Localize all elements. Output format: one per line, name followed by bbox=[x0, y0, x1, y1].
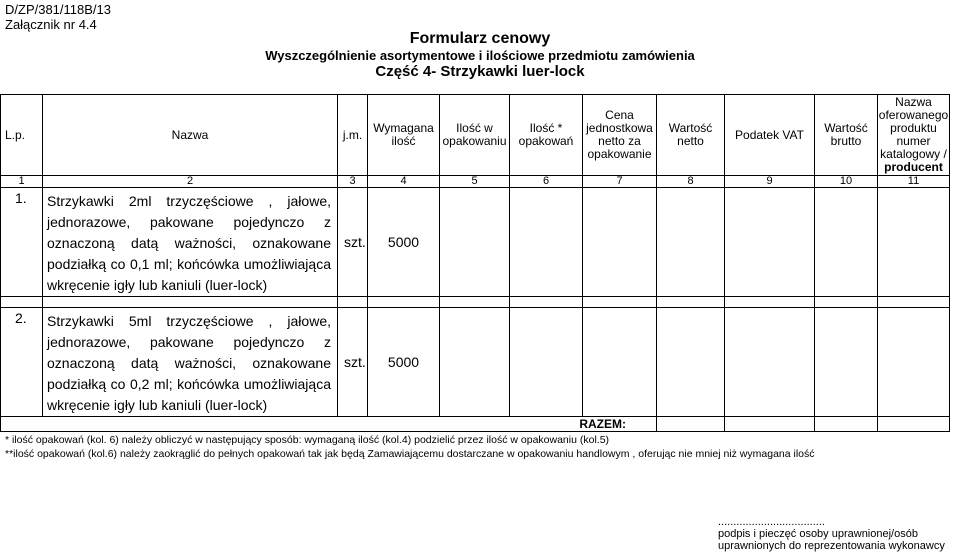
total-gross-value[interactable] bbox=[815, 417, 878, 432]
col-header-name: Nazwa bbox=[43, 95, 338, 176]
spacer-cell bbox=[1, 297, 43, 308]
col-number: 3 bbox=[338, 176, 368, 188]
total-label: RAZEM: bbox=[1, 417, 657, 432]
total-net-value[interactable] bbox=[657, 417, 725, 432]
col-number: 9 bbox=[725, 176, 815, 188]
row-qty-packs[interactable] bbox=[510, 188, 583, 297]
spacer-cell bbox=[725, 297, 815, 308]
col-number: 8 bbox=[657, 176, 725, 188]
signature-block bbox=[718, 516, 945, 552]
product-name-header-text: Nazwa oferowanego produktu numer katalogowy / bbox=[878, 95, 949, 161]
col-header-vat: Podatek VAT bbox=[725, 95, 815, 176]
spacer-cell bbox=[583, 297, 657, 308]
col-header-unit-price: Cena jednostkowa netto za opakowanie bbox=[583, 95, 657, 176]
signature-line-1: podpis i pieczęć osoby uprawnionej/osób bbox=[718, 528, 918, 540]
row-product-name[interactable] bbox=[878, 188, 950, 297]
table-row bbox=[1, 308, 950, 417]
spacer-cell bbox=[657, 297, 725, 308]
spacer-cell bbox=[43, 297, 338, 308]
spacer-cell bbox=[510, 297, 583, 308]
footnote-2: **ilość opakowań (kol.6) należy zaokrąglić do pełnych opakowań tak jak będą Zamawiającemu dostarczane w opakowaniu handlowym , oferując nie mniej niż wymagana ilość bbox=[5, 448, 815, 460]
document-header bbox=[5, 2, 111, 32]
col-header-required-qty: Wymagana ilość bbox=[368, 95, 440, 176]
spacer-cell bbox=[815, 297, 878, 308]
row-product-name[interactable] bbox=[878, 308, 950, 417]
col-number: 2 bbox=[43, 176, 338, 188]
form-title: Formularz cenowy bbox=[409, 30, 551, 47]
col-number: 10 bbox=[815, 176, 878, 188]
col-header-net-value: Wartość netto bbox=[657, 95, 725, 176]
signature-line-2: uprawnionych do reprezentowania wykonawcy bbox=[718, 540, 945, 552]
spacer-cell bbox=[440, 297, 510, 308]
col-number: 4 bbox=[368, 176, 440, 188]
part-title: Część 4- Strzykawki luer-lock bbox=[375, 63, 585, 80]
row-unit-price[interactable] bbox=[583, 308, 657, 417]
attachment-label: Załącznik nr 4.4 bbox=[5, 17, 97, 32]
col-header-gross-value: Wartość brutto bbox=[815, 95, 878, 176]
price-table bbox=[0, 94, 950, 432]
row-net-value[interactable] bbox=[657, 188, 725, 297]
col-header-qty-packs: Ilość * opakowań bbox=[510, 95, 583, 176]
col-number: 5 bbox=[440, 176, 510, 188]
row-description-cell bbox=[43, 188, 338, 297]
column-number-row bbox=[1, 176, 950, 188]
row-description: Strzykawki 2ml trzyczęściowe , jałowe, jednorazowe, pakowane pojedynczo z oznaczoną datą ważności, oznakowane podziałką co 0,1 ml; końcówka umożliwiająca wkręcenie igły lub kaniuli (luer-lock) bbox=[47, 193, 331, 293]
col-header-product-name bbox=[878, 95, 950, 176]
row-description-cell bbox=[43, 308, 338, 417]
row-vat[interactable] bbox=[725, 308, 815, 417]
row-unit-price[interactable] bbox=[583, 188, 657, 297]
producent-header-text: producent bbox=[884, 160, 943, 174]
col-header-jm: j.m. bbox=[338, 95, 368, 176]
title-block bbox=[0, 30, 960, 80]
footnotes bbox=[5, 433, 815, 461]
col-number: 7 bbox=[583, 176, 657, 188]
col-number: 6 bbox=[510, 176, 583, 188]
row-qty-per-pack[interactable] bbox=[440, 308, 510, 417]
total-empty-cell bbox=[878, 417, 950, 432]
total-vat[interactable] bbox=[725, 417, 815, 432]
reference-number: D/ZP/381/118B/13 bbox=[5, 2, 111, 17]
row-qty-per-pack[interactable] bbox=[440, 188, 510, 297]
row-gross-value[interactable] bbox=[815, 308, 878, 417]
signature-dots: ................................... bbox=[718, 516, 825, 528]
col-header-lp: L.p. bbox=[1, 95, 43, 176]
row-required-qty: 5000 bbox=[368, 308, 440, 417]
row-jm: szt. bbox=[338, 188, 368, 297]
row-gross-value[interactable] bbox=[815, 188, 878, 297]
spacer-cell bbox=[368, 297, 440, 308]
col-number: 1 bbox=[1, 176, 43, 188]
col-header-qty-per-pack: Ilość w opakowaniu bbox=[440, 95, 510, 176]
row-lp: 1. bbox=[1, 188, 43, 297]
col-number: 11 bbox=[878, 176, 950, 188]
row-required-qty: 5000 bbox=[368, 188, 440, 297]
row-qty-packs[interactable] bbox=[510, 308, 583, 417]
row-description: Strzykawki 5ml trzyczęściowe , jałowe, jednorazowe, pakowane pojedynczo z oznaczoną datą ważności, oznakowane podziałką co 0,2 ml; końcówka umożliwiająca wkręcenie igły lub kaniuli (luer-lock) bbox=[47, 313, 331, 413]
spacer-cell bbox=[878, 297, 950, 308]
row-jm: szt. bbox=[338, 308, 368, 417]
form-subtitle: Wyszczególnienie asortymentowe i ilościowe przedmiotu zamówienia bbox=[265, 48, 695, 63]
row-lp: 2. bbox=[1, 308, 43, 417]
total-row bbox=[1, 417, 950, 432]
spacer-row bbox=[1, 297, 950, 308]
row-net-value[interactable] bbox=[657, 308, 725, 417]
table-row bbox=[1, 188, 950, 297]
row-vat[interactable] bbox=[725, 188, 815, 297]
spacer-cell bbox=[338, 297, 368, 308]
footnote-1: * ilość opakowań (kol. 6) należy obliczyć w następujący sposób: wymaganą ilość (kol.4) podzielić przez ilość w opakowaniu (kol.5) bbox=[5, 434, 610, 446]
header-row bbox=[1, 95, 950, 176]
